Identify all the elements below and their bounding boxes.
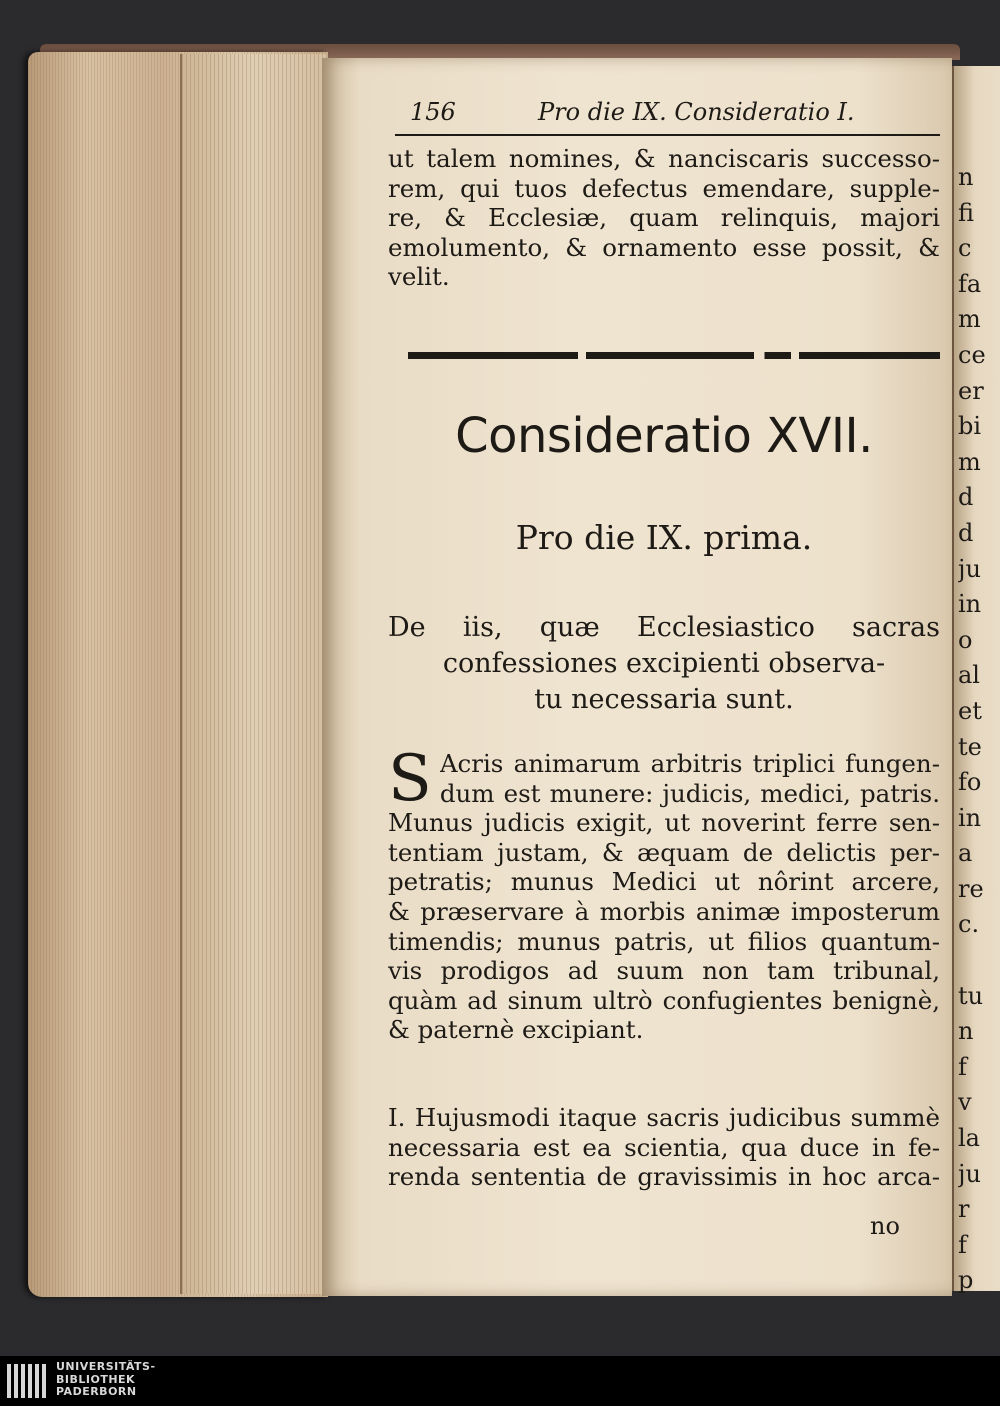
heading-line: De iis, quæ Ecclesiastico sacras [388,612,940,643]
chapter-heading [388,610,940,718]
facing-page-fragment: fi [958,198,975,227]
page-number: 156 [410,98,456,126]
facing-page-fragment: ju [958,554,981,583]
running-head-title: Pro die IX. Consideratio I. [538,98,855,126]
facing-page-fragment: c. [958,910,980,939]
text-line: Munus judicis exigit, ut noverint ferre sen- [388,808,940,838]
facing-page-fragment: fo [958,768,982,797]
text-line: tentiam justam, & æquam de delictis per- [388,837,940,867]
library-logo-icon [6,1362,50,1400]
facing-page-fragment: te [958,732,982,761]
text-line: & præservare à morbis animæ imposterum [388,896,940,926]
facing-page-text [958,160,1000,1299]
section-divider [408,352,940,359]
facing-page-fragment: d [958,518,974,547]
facing-page-fragment: c [958,234,972,263]
facing-page-fragment: in [958,590,982,619]
library-logo-text [56,1361,156,1399]
chapter-subtitle: Pro die IX. prima. [515,518,813,557]
facing-page-fragment: a [958,839,973,868]
facing-page-fragment: ju [958,1159,981,1188]
text-line: re, & Ecclesiæ, quam relinquis, majori [388,203,940,233]
text-line: I. Hujusmodi itaque sacris judicibus summè [388,1103,940,1132]
text-line: rem, qui tuos defectus emendare, supple- [388,173,940,203]
facing-page-fragment: f [958,1052,967,1081]
heading-line: tu necessaria sunt. [534,684,794,715]
text-line: emolumento, & ornamento esse possit, & [388,232,940,262]
logo-line: PADERBORN [56,1385,137,1398]
facing-page-fragment: d [958,483,974,512]
text-line: necessaria est ea scientia, qua duce in fe- [388,1132,940,1162]
facing-page-fragment: m [958,447,981,476]
text-line: renda sententia de gravissimis in hoc arca- [388,1162,940,1192]
logo-line: BIBLIOTHEK [56,1372,136,1386]
heading-line: confessiones excipienti observa- [442,648,886,679]
page-edges-inner [180,54,327,1294]
text-line: & paternè excipiant. [388,1015,644,1045]
text-line: ut talem nomines, & nanciscaris successo- [388,144,940,173]
facing-page-fragment: la [958,1124,980,1153]
header-rule [395,134,940,136]
facing-page-fragment: tu [958,981,984,1010]
text-line: dum est munere: judicis, medici, patris. [439,778,940,808]
catchword: no [870,1212,900,1240]
facing-page-fragment: ce [958,340,986,369]
facing-page-fragment: n [958,1017,974,1046]
facing-page-fragment: f [958,1230,967,1259]
facing-page-fragment: fa [958,269,982,298]
facing-page-fragment: et [958,696,982,725]
continuation-text [388,144,940,292]
text-line: quàm ad sinum ultrò confugientes benignè, [388,985,940,1015]
paragraph-1 [388,742,940,1045]
facing-page-fragment: o [958,625,973,654]
text-line: velit. [388,262,450,292]
facing-page-fragment [958,943,1000,979]
text-line: petratis; munus Medici ut nôrint arcere, [388,867,940,897]
facing-page-fragment: re [958,874,984,903]
logo-line: UNIVERSITÄTS- [56,1360,156,1373]
text-line: Acris animarum arbitris triplici fungen- [439,749,940,778]
text-line: timendis; munus patris, ut filios quantum- [388,926,940,956]
paragraph-2 [388,1103,940,1192]
chapter-title: Consideratio XVII. [455,408,873,464]
drop-cap: S [388,742,432,816]
facing-page-fragment: n [958,163,974,191]
text-line: vis prodigos ad suum non tam tribunal, [388,956,940,986]
facing-page-fragment: v [958,1088,972,1117]
facing-page-fragment: er [958,376,984,405]
facing-page-fragment: r [958,1195,970,1224]
facing-page-fragment: in [958,803,982,832]
facing-page-fragment: m [958,305,981,334]
facing-page-fragment: al [958,661,980,690]
facing-page-fragment: bi [958,412,982,441]
facing-page-fragment: p [958,1266,974,1295]
library-footer [0,1356,1000,1406]
